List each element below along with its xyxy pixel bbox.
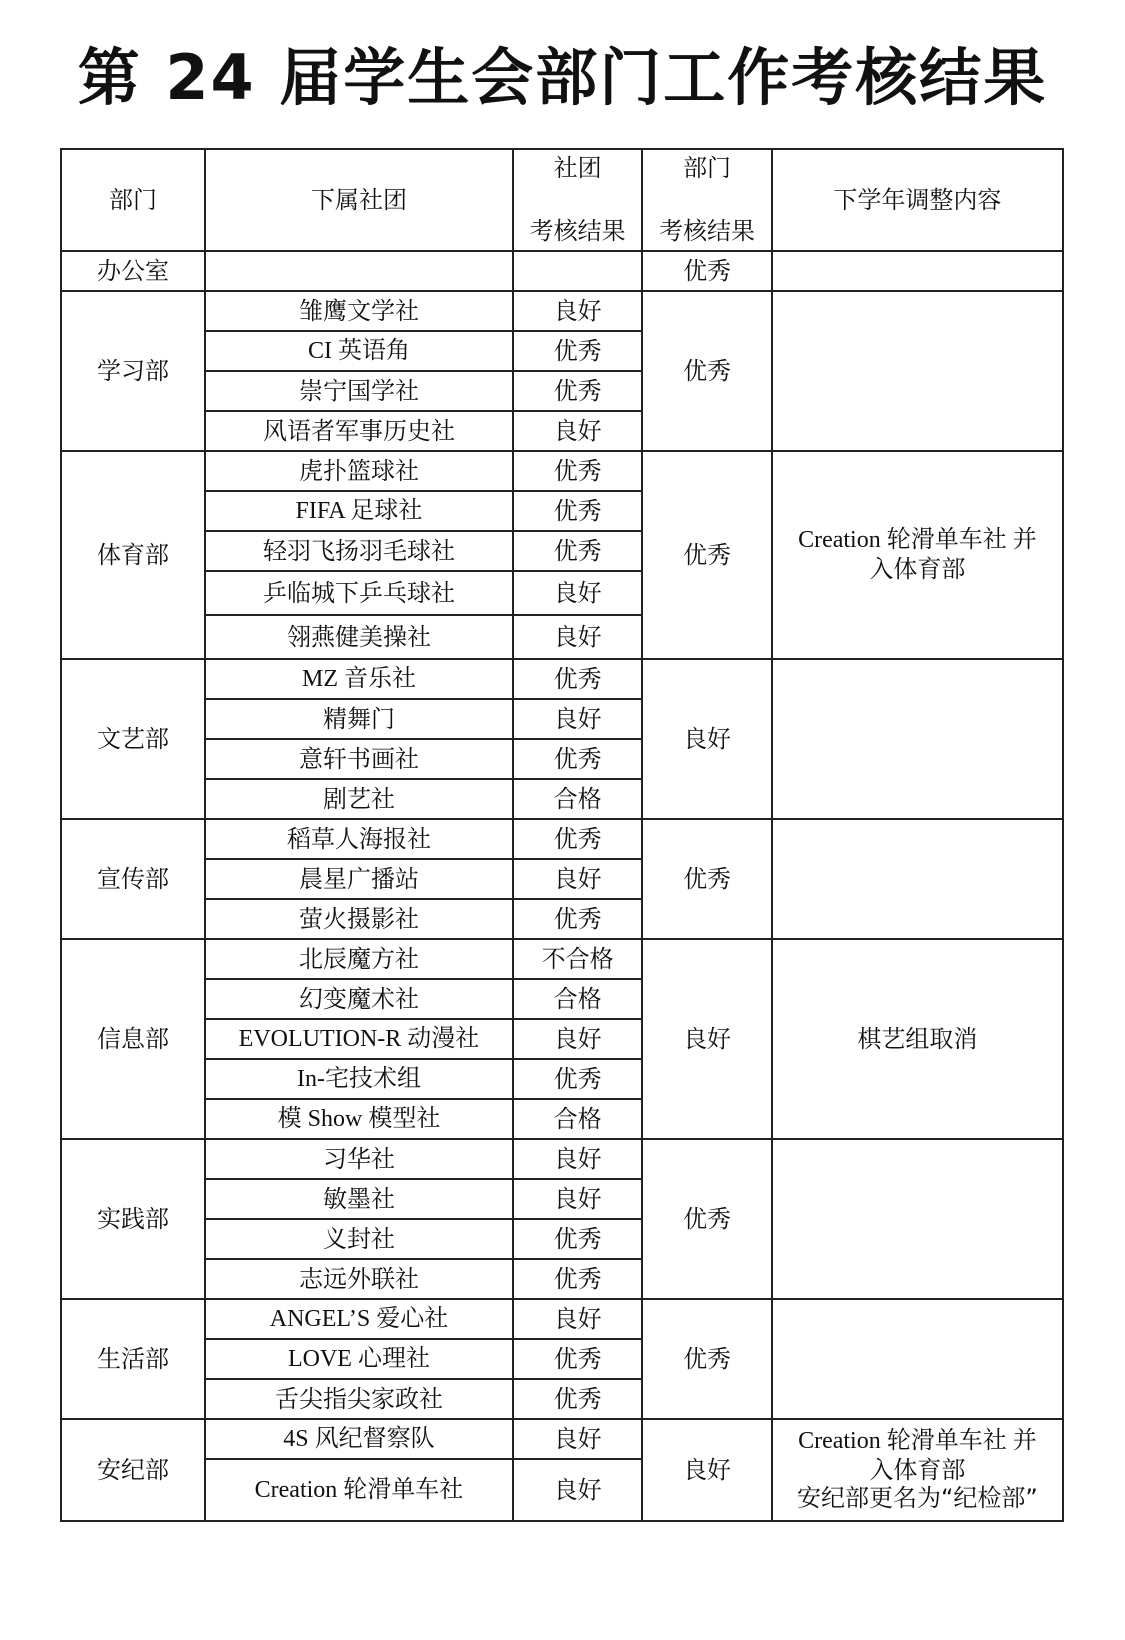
dept-name: 文艺部	[61, 659, 205, 819]
adjust-line: Creation 轮滑单车社 并	[798, 1427, 1037, 1454]
office-row	[61, 251, 1063, 291]
club-name: 模 Show 模型社	[205, 1099, 513, 1139]
club-name: 敏墨社	[205, 1179, 513, 1219]
header-dept: 部门	[61, 149, 205, 251]
header-adjust: 下学年调整内容	[772, 149, 1063, 251]
office-clubs-empty	[205, 251, 513, 291]
table-row	[61, 291, 1063, 331]
dept-result: 优秀	[642, 291, 771, 451]
club-result: 良好	[513, 615, 642, 659]
dept-name: 宣传部	[61, 819, 205, 939]
header-dept-result-bottom: 考核结果	[659, 217, 756, 246]
dept-adjust	[772, 451, 1063, 659]
adjust-line: 安纪部更名为“纪检部”	[796, 1484, 1038, 1513]
club-name: LOVE 心理社	[205, 1339, 513, 1379]
club-result: 良好	[513, 699, 642, 739]
dept-result: 优秀	[642, 819, 771, 939]
adjust-line: 棋艺组取消	[857, 1024, 978, 1053]
club-name: In-宅技术组	[205, 1059, 513, 1099]
dept-adjust	[772, 1419, 1063, 1521]
club-result: 合格	[513, 1099, 642, 1139]
club-result: 优秀	[513, 331, 642, 371]
club-result: 良好	[513, 291, 642, 331]
club-name: 精舞门	[205, 699, 513, 739]
club-name: ANGEL’S 爱心社	[205, 1299, 513, 1339]
table-row	[61, 1139, 1063, 1179]
club-result: 良好	[513, 859, 642, 899]
dept-adjust	[772, 939, 1063, 1139]
club-name: 萤火摄影社	[205, 899, 513, 939]
table-row	[61, 451, 1063, 491]
table-row	[61, 819, 1063, 859]
club-name: 翎燕健美操社	[205, 615, 513, 659]
club-result: 良好	[513, 1019, 642, 1059]
dept-result: 优秀	[642, 451, 771, 659]
office-adjust-empty	[772, 251, 1063, 291]
club-result: 良好	[513, 411, 642, 451]
dept-name: 学习部	[61, 291, 205, 451]
dept-name: 实践部	[61, 1139, 205, 1299]
club-name: 习华社	[205, 1139, 513, 1179]
office-result: 优秀	[642, 251, 771, 291]
dept-adjust	[772, 1299, 1063, 1419]
club-name: 剧艺社	[205, 779, 513, 819]
table-row	[61, 939, 1063, 979]
dept-result: 优秀	[642, 1139, 771, 1299]
dept-result: 良好	[642, 1419, 771, 1521]
dept-name: 信息部	[61, 939, 205, 1139]
club-result: 良好	[513, 1419, 642, 1459]
club-result: 优秀	[513, 531, 642, 571]
club-result: 优秀	[513, 491, 642, 531]
dept-name: 体育部	[61, 451, 205, 659]
table-row	[61, 1419, 1063, 1459]
club-result: 优秀	[513, 1219, 642, 1259]
dept-name: 生活部	[61, 1299, 205, 1419]
results-table	[60, 148, 1064, 1522]
club-name: FIFA 足球社	[205, 491, 513, 531]
club-name: EVOLUTION-R 动漫社	[205, 1019, 513, 1059]
table-body	[61, 251, 1063, 1521]
adjust-line: Creation 轮滑单车社 并	[798, 527, 1037, 554]
dept-result: 良好	[642, 659, 771, 819]
dept-result: 良好	[642, 939, 771, 1139]
club-name: 乒临城下乒乓球社	[205, 571, 513, 615]
club-name: 晨星广播站	[205, 859, 513, 899]
club-name: MZ 音乐社	[205, 659, 513, 699]
club-name: 志远外联社	[205, 1259, 513, 1299]
club-name: 虎扑篮球社	[205, 451, 513, 491]
header-club-result	[513, 149, 642, 251]
dept-adjust	[772, 1139, 1063, 1299]
adjust-line: 入体育部	[869, 1455, 966, 1484]
club-name: 4S 风纪督察队	[205, 1419, 513, 1459]
table-row	[61, 1299, 1063, 1339]
club-name: 稻草人海报社	[205, 819, 513, 859]
header-club-result-bottom: 考核结果	[529, 217, 626, 246]
club-name: 崇宁国学社	[205, 371, 513, 411]
club-name: 风语者军事历史社	[205, 411, 513, 451]
club-result: 良好	[513, 1459, 642, 1521]
club-result: 优秀	[513, 1339, 642, 1379]
club-result: 优秀	[513, 659, 642, 699]
club-name: 雏鹰文学社	[205, 291, 513, 331]
office-club-result-empty	[513, 251, 642, 291]
office-name: 办公室	[61, 251, 205, 291]
header-clubs: 下属社团	[205, 149, 513, 251]
club-result: 合格	[513, 779, 642, 819]
club-name: CI 英语角	[205, 331, 513, 371]
dept-adjust	[772, 659, 1063, 819]
club-name: Creation 轮滑单车社	[205, 1459, 513, 1521]
header-row	[61, 149, 1063, 251]
club-name: 幻变魔术社	[205, 979, 513, 1019]
page-title: 第 24 届学生会部门工作考核结果	[77, 41, 1048, 114]
club-result: 优秀	[513, 899, 642, 939]
club-name: 轻羽飞扬羽毛球社	[205, 531, 513, 571]
table-row	[61, 659, 1063, 699]
club-name: 意轩书画社	[205, 739, 513, 779]
club-result: 良好	[513, 1139, 642, 1179]
adjust-line: 入体育部	[869, 555, 966, 583]
dept-result: 优秀	[642, 1299, 771, 1419]
club-result: 优秀	[513, 1059, 642, 1099]
header-dept-result-top: 部门	[683, 154, 732, 182]
club-result: 优秀	[513, 739, 642, 779]
header-dept-result	[642, 149, 771, 251]
dept-adjust	[772, 291, 1063, 451]
club-name: 舌尖指尖家政社	[205, 1379, 513, 1419]
dept-adjust	[772, 819, 1063, 939]
club-result: 优秀	[513, 371, 642, 411]
club-result: 优秀	[513, 451, 642, 491]
club-result: 良好	[513, 1179, 642, 1219]
dept-name: 安纪部	[61, 1419, 205, 1521]
club-name: 北辰魔方社	[205, 939, 513, 979]
club-result: 合格	[513, 979, 642, 1019]
club-result: 优秀	[513, 819, 642, 859]
club-name: 义封社	[205, 1219, 513, 1259]
club-result: 不合格	[513, 939, 642, 979]
club-result: 优秀	[513, 1379, 642, 1419]
header-club-result-top: 社团	[553, 154, 602, 182]
club-result: 良好	[513, 571, 642, 615]
club-result: 优秀	[513, 1259, 642, 1299]
club-result: 良好	[513, 1299, 642, 1339]
